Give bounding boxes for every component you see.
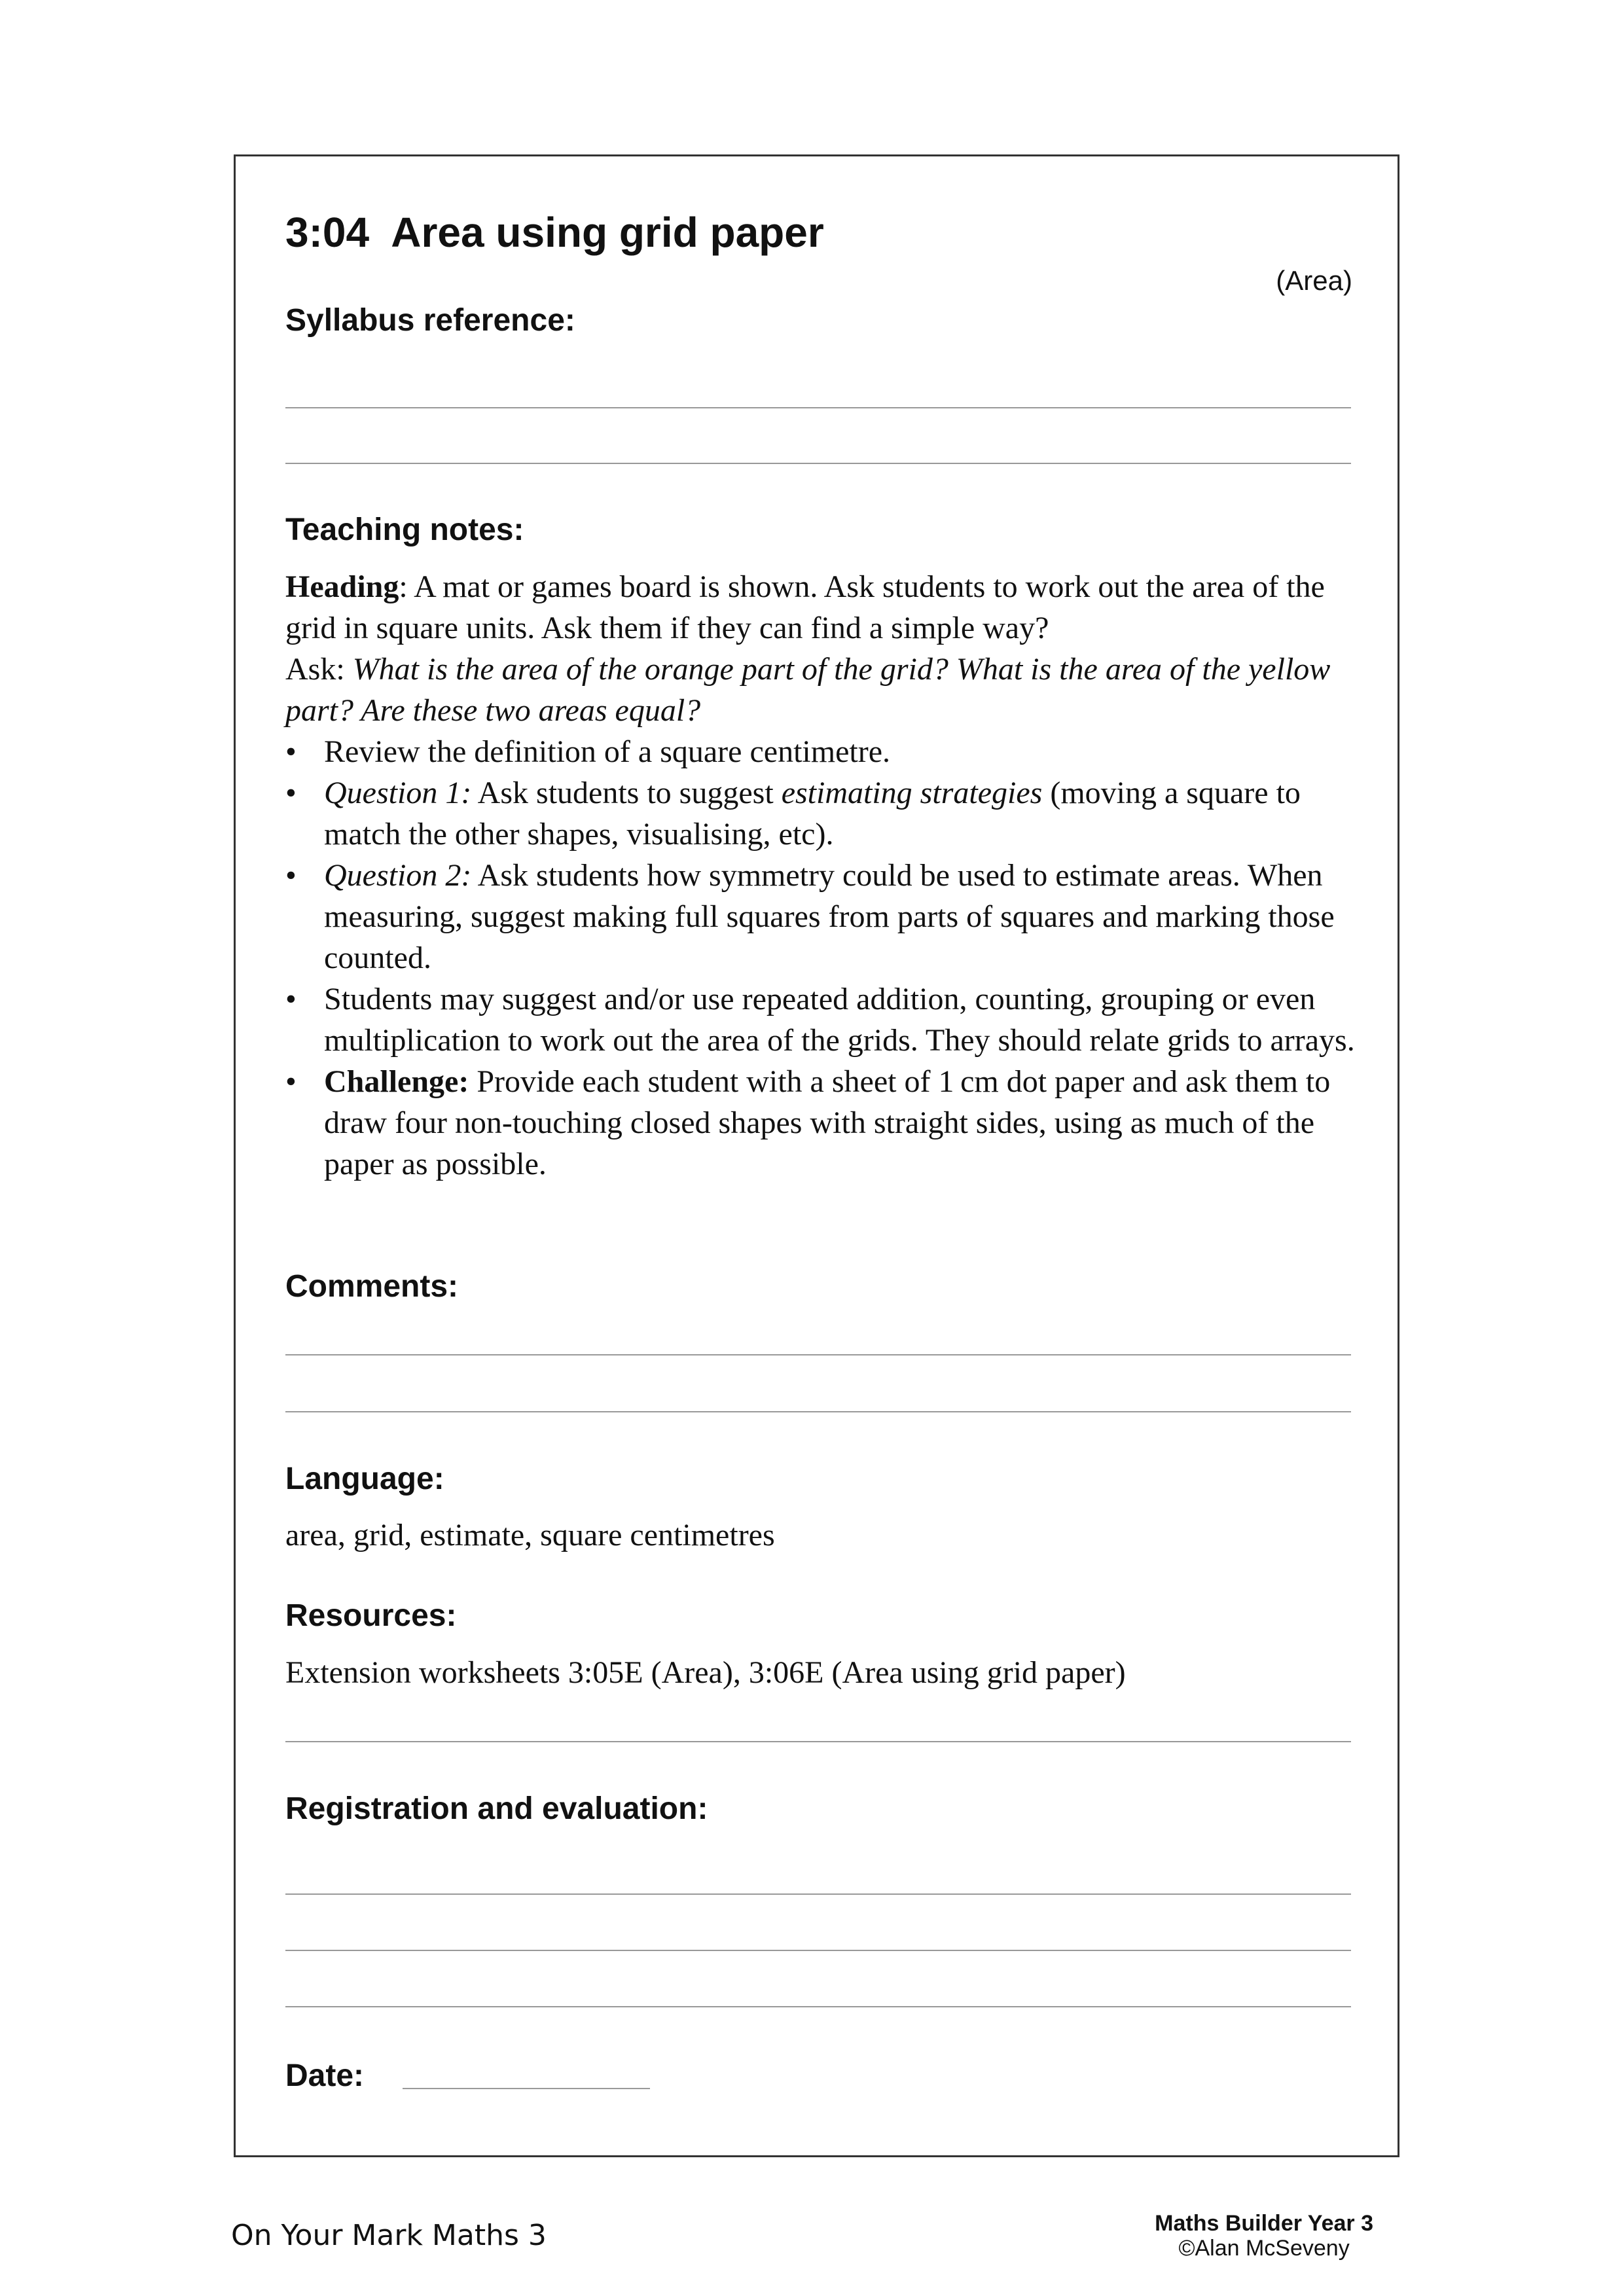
list-item-lead: Question 1: — [324, 776, 472, 810]
list-item-text: (moving a square to match the other shapes, visualising, etc). — [324, 776, 1301, 852]
ask-paragraph — [285, 649, 1359, 731]
heading-text: : A mat or games board is shown. Ask students to work out the area of the grid in square units. Ask them if they can find a simple way? — [285, 569, 1325, 645]
syllabus-line-1 — [285, 407, 1351, 408]
registration-line-3 — [285, 2006, 1351, 2007]
registration-heading: Registration and evaluation: — [285, 1791, 708, 1826]
registration-line-1 — [285, 1893, 1351, 1895]
ask-questions: What is the area of the orange part of the grid? What is the area of the yellow part? Are these two areas equal? — [285, 652, 1331, 728]
topic-tag: (Area) — [1276, 265, 1352, 296]
list-item — [285, 1061, 1359, 1185]
language-text: area, grid, estimate, square centimetres — [285, 1518, 775, 1552]
resources-text: Extension worksheets 3:05E (Area), 3:06E (Area using grid paper) — [285, 1655, 1126, 1690]
list-item-text: Provide each student with a sheet of 1 cm dot paper and ask them to draw four non-touching closed shapes with straight sides, using as much of the paper as possible. — [324, 1064, 1331, 1181]
list-item-emphasis: estimating strategies — [781, 776, 1043, 810]
list-item — [285, 978, 1359, 1061]
list-item-text: Review the definition of a square centimetre. — [324, 734, 891, 769]
footer-series-title: On Your Mark Maths 3 — [231, 2219, 547, 2252]
ask-label: Ask: — [285, 652, 353, 687]
heading-paragraph — [285, 566, 1359, 649]
list-item-text: Ask students to suggest — [471, 776, 782, 810]
bullet-icon: • — [285, 734, 297, 769]
comments-heading: Comments: — [285, 1269, 459, 1304]
list-item-text: Ask students how symmetry could be used to estimate areas. When measuring, suggest making full squares from parts of squares and marking those counted. — [324, 858, 1335, 975]
bullet-icon: • — [285, 776, 297, 810]
bullet-icon: • — [285, 1064, 297, 1099]
list-item — [285, 855, 1359, 978]
bullet-icon: • — [285, 858, 297, 893]
heading-bold: Heading — [285, 569, 399, 604]
resources-line — [285, 1741, 1351, 1742]
language-heading: Language: — [285, 1462, 444, 1496]
syllabus-line-2 — [285, 463, 1351, 464]
bullet-icon: • — [285, 982, 297, 1016]
notes-list — [285, 731, 1359, 1185]
list-item-lead: Question 2: — [324, 858, 472, 893]
registration-line-2 — [285, 1950, 1351, 1951]
list-item — [285, 731, 1359, 772]
footer-copyright: ©Alan McSeveny — [1178, 2236, 1350, 2261]
teaching-notes-heading: Teaching notes: — [285, 512, 524, 547]
footer-credits — [1155, 2211, 1373, 2261]
syllabus-heading: Syllabus reference: — [285, 303, 575, 338]
teaching-notes-body — [285, 566, 1359, 1185]
list-item-text: Students may suggest and/or use repeated addition, counting, grouping or even multiplication to work out the area of the grids. They should relate grids to arrays. — [324, 982, 1355, 1058]
page-title: 3:04 Area using grid paper — [285, 209, 824, 256]
comments-line-2 — [285, 1411, 1351, 1412]
date-label: Date: — [285, 2058, 365, 2093]
footer-book-title: Maths Builder Year 3 — [1155, 2211, 1373, 2236]
comments-line-1 — [285, 1354, 1351, 1355]
date-line — [403, 2088, 650, 2089]
list-item-lead: Challenge: — [324, 1064, 469, 1099]
resources-heading: Resources: — [285, 1598, 457, 1633]
list-item — [285, 772, 1359, 855]
